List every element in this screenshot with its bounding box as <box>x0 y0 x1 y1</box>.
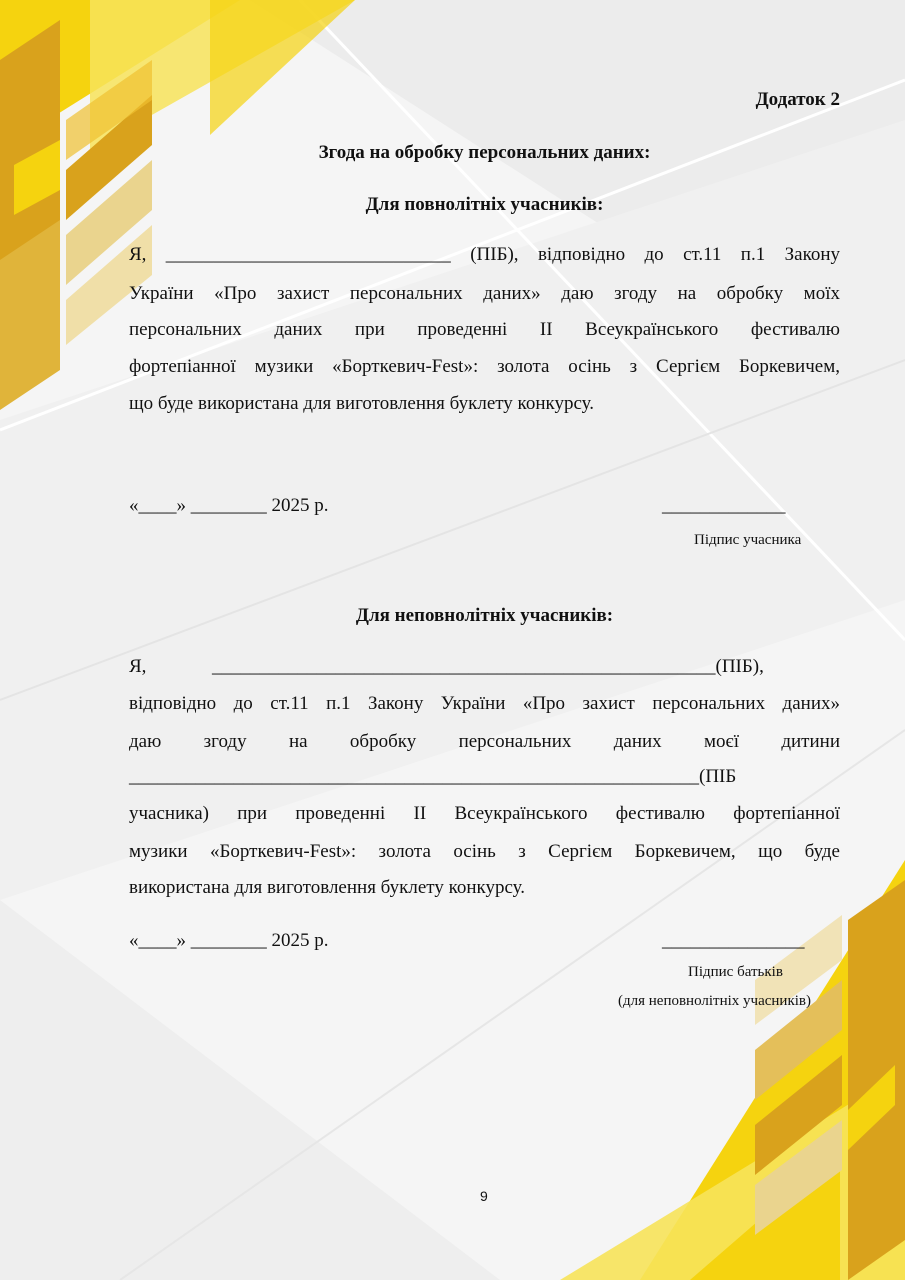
adult-consent-line: України «Про захист персональних даних» даю згоду на обробку моїх <box>129 283 840 304</box>
minor-consent-line: використана для виготовлення буклету конкурсу. <box>129 877 526 898</box>
adult-consent-line: що буде використана для виготовлення буклету конкурсу. <box>129 393 594 414</box>
adult-consent-line: персональних даних при проведенні ІІ Всеукраїнського фестивалю <box>129 319 840 340</box>
adult-signature-caption: Підпис учасника <box>694 532 802 548</box>
minor-consent-line: даю згоду на обробку персональних даних моєї дитини <box>129 731 840 752</box>
minor-signature-caption: Підпис батьків <box>688 964 783 980</box>
minor-section-heading: Для неповнолітніх учасників: <box>355 605 614 626</box>
minor-signature-line: _______________ <box>662 930 805 951</box>
document-title: Згода на обробку персональних даних: <box>318 142 651 163</box>
page-number: 9 <box>480 1188 488 1204</box>
minor-name-blank: _____________________________________________________(ПІБ), <box>212 656 764 677</box>
minor-consent-line: учасника) при проведенні ІІ Всеукраїнського фестивалю фортепіанної <box>129 803 840 824</box>
corner-band <box>848 880 905 1280</box>
minor-consent-start: Я, <box>129 656 147 677</box>
adult-consent-line: фортепіанної музики «Борткевич-Fest»: золота осінь з Сергієм Боркевичем, <box>129 356 840 377</box>
minor-consent-line: музики «Борткевич-Fest»: золота осінь з Сергієм Боркевичем, що буде <box>129 841 840 862</box>
appendix-label: Додаток 2 <box>755 89 840 110</box>
adult-section-heading: Для повнолітніх учасників: <box>365 194 604 215</box>
minor-signature-caption-note: (для неповнолітніх учасників) <box>618 993 811 1009</box>
adult-consent-line: Я, ______________________________ (ПІБ), відповідно до ст.11 п.1 Закону <box>129 244 840 265</box>
adult-date-field: «____» ________ 2025 р. <box>129 495 329 516</box>
minor-child-name-blank: ____________________________________________________________(ПІБ <box>129 766 737 787</box>
adult-signature-line: _____________ <box>662 495 786 516</box>
minor-consent-line: відповідно до ст.11 п.1 Закону України «Про захист персональних даних» <box>129 693 840 714</box>
minor-date-field: «____» ________ 2025 р. <box>129 930 329 951</box>
